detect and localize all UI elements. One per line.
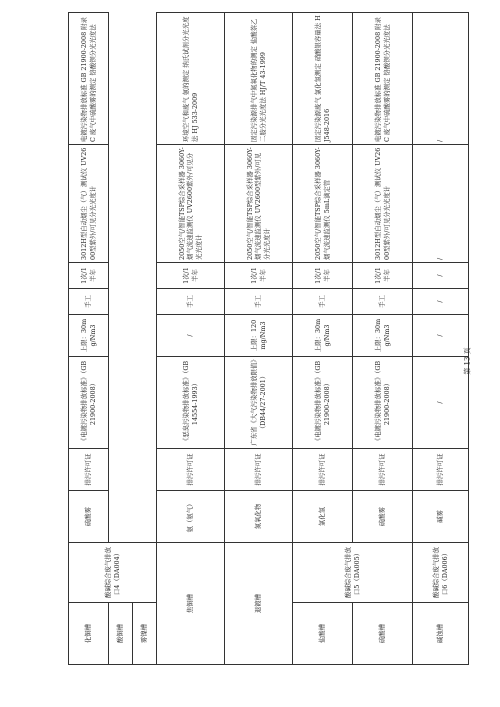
table-cell: 固定污染源排气中氮氧化物的测定 盐酸萘乙二胺分光光度法 HJ/T 43-1999: [225, 13, 293, 145]
table-cell: 《电镀污染物排放标准》（GB 21900-2008）: [69, 357, 109, 449]
table-cell: 盐酸槽: [293, 603, 353, 665]
table-cell: 排污许可证: [157, 449, 225, 491]
table-cell: 碱蚀槽: [413, 603, 469, 665]
table-cell: /: [413, 263, 469, 289]
table-cell: 电镀污染物排放标准 GB 21900-2008 附录 C 废气中硫酸雾的测定 铬酸钡分光光度法: [69, 13, 109, 145]
rotated-table-container: [68, 13, 463, 665]
table-cell: 1次/1半年: [353, 263, 413, 289]
table-cell: 酸铜槽: [109, 603, 133, 665]
table-cell: 《恶臭污染物排放标准》（GB14554-1993）: [157, 357, 225, 449]
table-cell: 硫酸槽: [353, 603, 413, 665]
table-cell: /: [413, 13, 469, 145]
table-cell: 排污许可证: [69, 449, 109, 491]
table-cell: 氮氧化物: [225, 491, 293, 543]
table-row: [225, 13, 293, 665]
monitoring-table: [68, 12, 469, 665]
table-cell: 手工: [353, 289, 413, 315]
table-body: [69, 13, 469, 665]
table-cell: 上限：30mg/Nm3: [69, 315, 109, 357]
table-cell: 环境空气和废气 氨的测定 纳氏试剂分光光度法 HJ 533-2009: [157, 13, 225, 145]
table-cell: 碱雾: [413, 491, 469, 543]
table-cell: 酸碱综合废气排放口4（DA004）: [69, 543, 157, 603]
table-cell: 手工: [69, 289, 109, 315]
table-cell: 酸碱综合废气排放口6（DA006）: [413, 543, 469, 603]
table-cell: /: [413, 315, 469, 357]
table-cell: 2050空气/智能TSP综合采样器 3060Y-烟气流速监测仪 UV2600型紫外/可见分光光度计: [225, 145, 293, 263]
table-cell: 3012H型自动烟尘（气）测试仪 UV2600型紫外/可见分光光度计: [353, 145, 413, 263]
table-cell: 1次/1半年: [157, 263, 225, 289]
table-cell: 手工: [293, 289, 353, 315]
table-cell: /: [413, 357, 469, 449]
table-cell: 排污许可证: [225, 449, 293, 491]
table-cell: 排污许可证: [353, 449, 413, 491]
table-cell: 硫酸雾: [69, 491, 109, 543]
table-cell: 硫酸雾: [353, 491, 413, 543]
table-cell: 雾镍槽: [133, 603, 157, 665]
table-cell: /: [157, 315, 225, 357]
table-cell: 电镀污染物排放标准 GB 21900-2008 附录 C 废气中硫酸雾的测定 铬酸钡分光光度法: [353, 13, 413, 145]
page-number: 第 13 页: [463, 347, 472, 375]
table-cell: 《电镀污染物排放标准》（GB 21900-2008）: [293, 357, 353, 449]
table-row: [413, 13, 469, 665]
table-cell: 2050空气/智能TSP综合采样器 3060Y-烟气流速监测仪 5mL滴定管: [293, 145, 353, 263]
table-cell: 1次/1半年: [225, 263, 293, 289]
table-row: [157, 13, 225, 665]
table-cell: 氨（氨气）: [157, 491, 225, 543]
table-row: [69, 13, 109, 665]
table-cell: 酸碱综合废气排放口5（DA005）: [293, 543, 413, 603]
table-cell: 排污许可证: [293, 449, 353, 491]
table-cell: 上限：120mg/Nm3: [225, 315, 293, 357]
table-cell: 手工: [225, 289, 293, 315]
table-cell: 1次/1半年: [293, 263, 353, 289]
table-cell: /: [413, 289, 469, 315]
table-cell: 固定污染源废气 氯化氢测定 硝酸银容量法 HJ548-2016: [293, 13, 353, 145]
table-cell: 排污许可证: [413, 449, 469, 491]
table-cell: 《电镀污染物排放标准》（GB 21900-2008）: [353, 357, 413, 449]
table-cell: 广东省《大气污染物排放限值》（DB44/27-2001）: [225, 357, 293, 449]
table-cell: 3012H型自动烟尘（气）测试仪 UV2600型紫外/可见分光光度计: [69, 145, 109, 263]
table-cell: 化铜槽: [69, 603, 109, 665]
table-cell: 1次/1半年: [69, 263, 109, 289]
table-cell: 氯化氢: [293, 491, 353, 543]
table-cell: /: [413, 145, 469, 263]
table-row: [293, 13, 353, 665]
table-cell: 手工: [157, 289, 225, 315]
table-cell: 退镀槽: [225, 543, 293, 665]
table-cell: 上限：30mg/Nm3: [353, 315, 413, 357]
table-cell: 焦铜槽: [157, 543, 225, 665]
table-cell: 上限：30mg/Nm3: [293, 315, 353, 357]
table-cell: 2050空气/智能TSP综合采样器 3060Y-烟气流速监测仪 UV2600紫外/可见分光光度计: [157, 145, 225, 263]
